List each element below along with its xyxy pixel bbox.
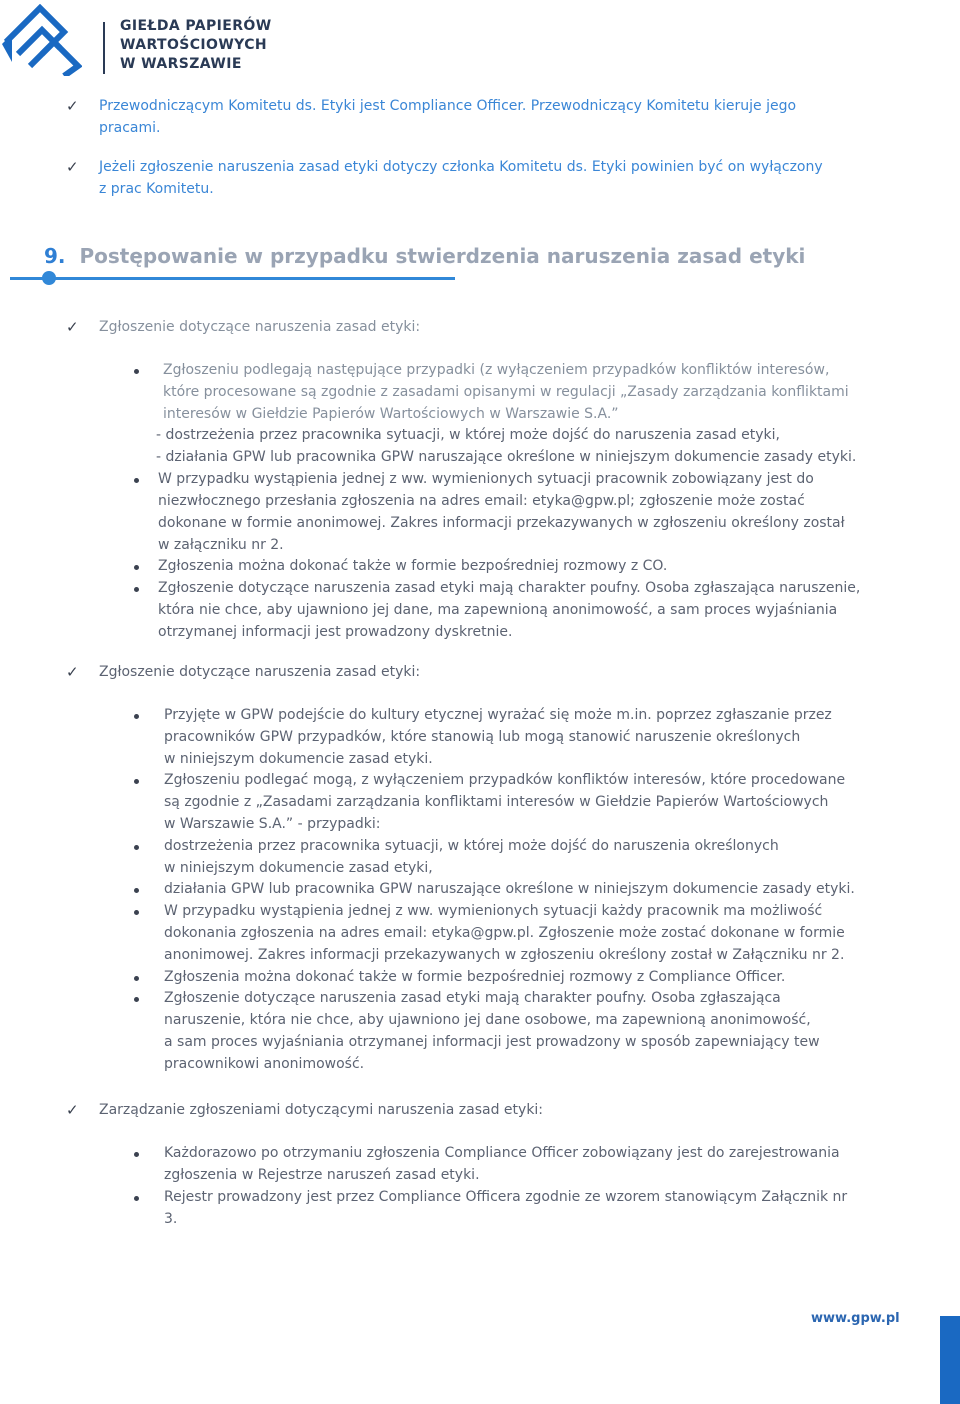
bullet-icon (134, 976, 139, 981)
section-title: Postępowanie w przypadku stwierdzenia naruszenia zasad etyki (79, 244, 806, 268)
block-line: są zgodnie z „Zasadami zarządzania konfliktami interesów w Giełdzie Papierów Wartościowych (164, 794, 829, 810)
bullet-icon (134, 997, 139, 1002)
block-line: 3. (164, 1211, 178, 1227)
checkmark-icon: ✓ (66, 158, 79, 176)
logo-wordmark (120, 17, 272, 74)
block-line: Zgłoszenia można dokonać także w formie bezpośredniej rozmowy z Compliance Officer. (164, 969, 786, 985)
block-line: W przypadku wystąpienia jednej z ww. wymienionych sytuacji każdy pracownik ma możliwość (164, 903, 823, 919)
bullet-icon (134, 587, 139, 592)
block-line: naruszenie, która nie chce, aby ujawniono jej dane osobowe, ma zapewnioną anonimowość, (164, 1012, 811, 1028)
block-line: anonimowej. Zakres informacji przekazywanych w zgłoszeniu określony został w Załączniku nr 2. (164, 947, 845, 963)
footer-url[interactable]: www.gpw.pl (811, 1311, 900, 1326)
bullet-icon (134, 1152, 139, 1157)
block-line: zgłoszenia w Rejestrze naruszeń zasad etyki. (164, 1167, 480, 1183)
gpw-logo-icon (2, 4, 82, 76)
bullet-icon (134, 888, 139, 893)
heading-underline-dot (42, 271, 56, 285)
logo-line: GIEŁDA PAPIERÓW (120, 18, 272, 34)
block-line: - dostrzeżenia przez pracownika sytuacji, w której może dojść do naruszenia zasad etyki, (156, 427, 780, 443)
block-line: działania GPW lub pracownika GPW naruszające określone w niniejszym dokumencie zasady etyki. (164, 881, 855, 897)
section-number: 9. (44, 244, 66, 268)
intro-item-line: Jeżeli zgłoszenie naruszenia zasad etyki dotyczy członka Komitetu ds. Etyki powinien być on wyłączony (99, 159, 823, 175)
block-line: interesów w Giełdzie Papierów Wartościowych w Warszawie S.A.” (163, 406, 619, 422)
block-title: Zarządzanie zgłoszeniami dotyczącymi naruszenia zasad etyki: (99, 1102, 544, 1118)
block-line: w niniejszym dokumencie zasad etyki. (164, 751, 433, 767)
bullet-icon (134, 565, 139, 570)
intro-item-line: Przewodniczącym Komitetu ds. Etyki jest Compliance Officer. Przewodniczący Komitetu kieruje jego (99, 98, 797, 114)
bullet-icon (134, 369, 139, 374)
checkmark-icon: ✓ (66, 663, 79, 681)
bullet-icon (134, 478, 139, 483)
intro-item-line: pracami. (99, 120, 161, 136)
checkmark-icon: ✓ (66, 1101, 79, 1119)
block-line: pracownikowi anonimowość. (164, 1056, 365, 1072)
block-line: która nie chce, aby ujawniono jej dane, ma zapewnioną anonimowość, a sam proces wyjaśniania (158, 602, 838, 618)
bullet-icon (134, 714, 139, 719)
block-line: pracowników GPW przypadków, które stanowią lub mogą stanowić naruszenie określonych (164, 729, 801, 745)
block-line: a sam proces wyjaśniania otrzymanej informacji jest prowadzony w sposób zapewniający tew (164, 1034, 820, 1050)
block-line: Zgłoszenia można dokonać także w formie bezpośredniej rozmowy z CO. (158, 558, 668, 574)
logo-line: WARTOŚCIOWYCH (120, 37, 267, 53)
intro-item-line: z prac Komitetu. (99, 181, 214, 197)
block-line: Zgłoszenie dotyczące naruszenia zasad etyki mają charakter poufny. Osoba zgłaszająca naruszenie, (158, 580, 861, 596)
block-line: które procesowane są zgodnie z zasadami opisanymi w regulacji „Zasady zarządzania konfliktami (163, 384, 849, 400)
block-line: otrzymanej informacji jest prowadzony dyskretnie. (158, 624, 513, 640)
block-line: Każdorazowo po otrzymaniu zgłoszenia Compliance Officer zobowiązany jest do zarejestrowania (164, 1145, 840, 1161)
footer-accent-bar (940, 1316, 960, 1404)
block-line: Zgłoszenie dotyczące naruszenia zasad etyki mają charakter poufny. Osoba zgłaszająca (164, 990, 781, 1006)
block-line: dokonania zgłoszenia na adres email: etyka@gpw.pl. Zgłoszenie może zostać dokonane w formie (164, 925, 845, 941)
heading-underline (10, 277, 455, 280)
bullet-icon (134, 845, 139, 850)
block-line: W przypadku wystąpienia jednej z ww. wymienionych sytuacji pracownik zobowiązany jest do (158, 471, 814, 487)
block-line: Rejestr prowadzony jest przez Compliance Officera zgodnie ze wzorem stanowiącym Załącznik nr (164, 1189, 848, 1205)
block-line: dokonane w formie anonimowej. Zakres informacji przekazywanych w zgłoszeniu określony został (158, 515, 845, 531)
block-title: Zgłoszenie dotyczące naruszenia zasad etyki: (99, 664, 421, 680)
block-line: - działania GPW lub pracownika GPW naruszające określone w niniejszym dokumencie zasady etyki. (156, 449, 857, 465)
bullet-icon (134, 779, 139, 784)
checkmark-icon: ✓ (66, 97, 79, 115)
block-title: Zgłoszenie dotyczące naruszenia zasad etyki: (99, 319, 421, 335)
block-line: w Warszawie S.A.” - przypadki: (164, 816, 381, 832)
section-heading (44, 242, 805, 270)
block-line: Przyjęte w GPW podejście do kultury etycznej wyrażać się może m.in. poprzez zgłaszanie przez (164, 707, 832, 723)
block-line: dostrzeżenia przez pracownika sytuacji, w której może dojść do naruszenia określonych (164, 838, 779, 854)
block-line: w niniejszym dokumencie zasad etyki, (164, 860, 433, 876)
logo-divider (103, 22, 105, 74)
block-line: Zgłoszeniu podlegać mogą, z wyłączeniem przypadków konfliktów interesów, które procedowane (164, 772, 846, 788)
block-line: w załączniku nr 2. (158, 537, 284, 553)
logo-line: W WARSZAWIE (120, 56, 242, 72)
checkmark-icon: ✓ (66, 318, 79, 336)
bullet-icon (134, 1196, 139, 1201)
block-line: niezwłocznego przesłania zgłoszenia na adres email: etyka@gpw.pl; zgłoszenie może zostać (158, 493, 805, 509)
bullet-icon (134, 910, 139, 915)
block-line: Zgłoszeniu podlegają następujące przypadki (z wyłączeniem przypadków konfliktów interesów, (163, 362, 830, 378)
